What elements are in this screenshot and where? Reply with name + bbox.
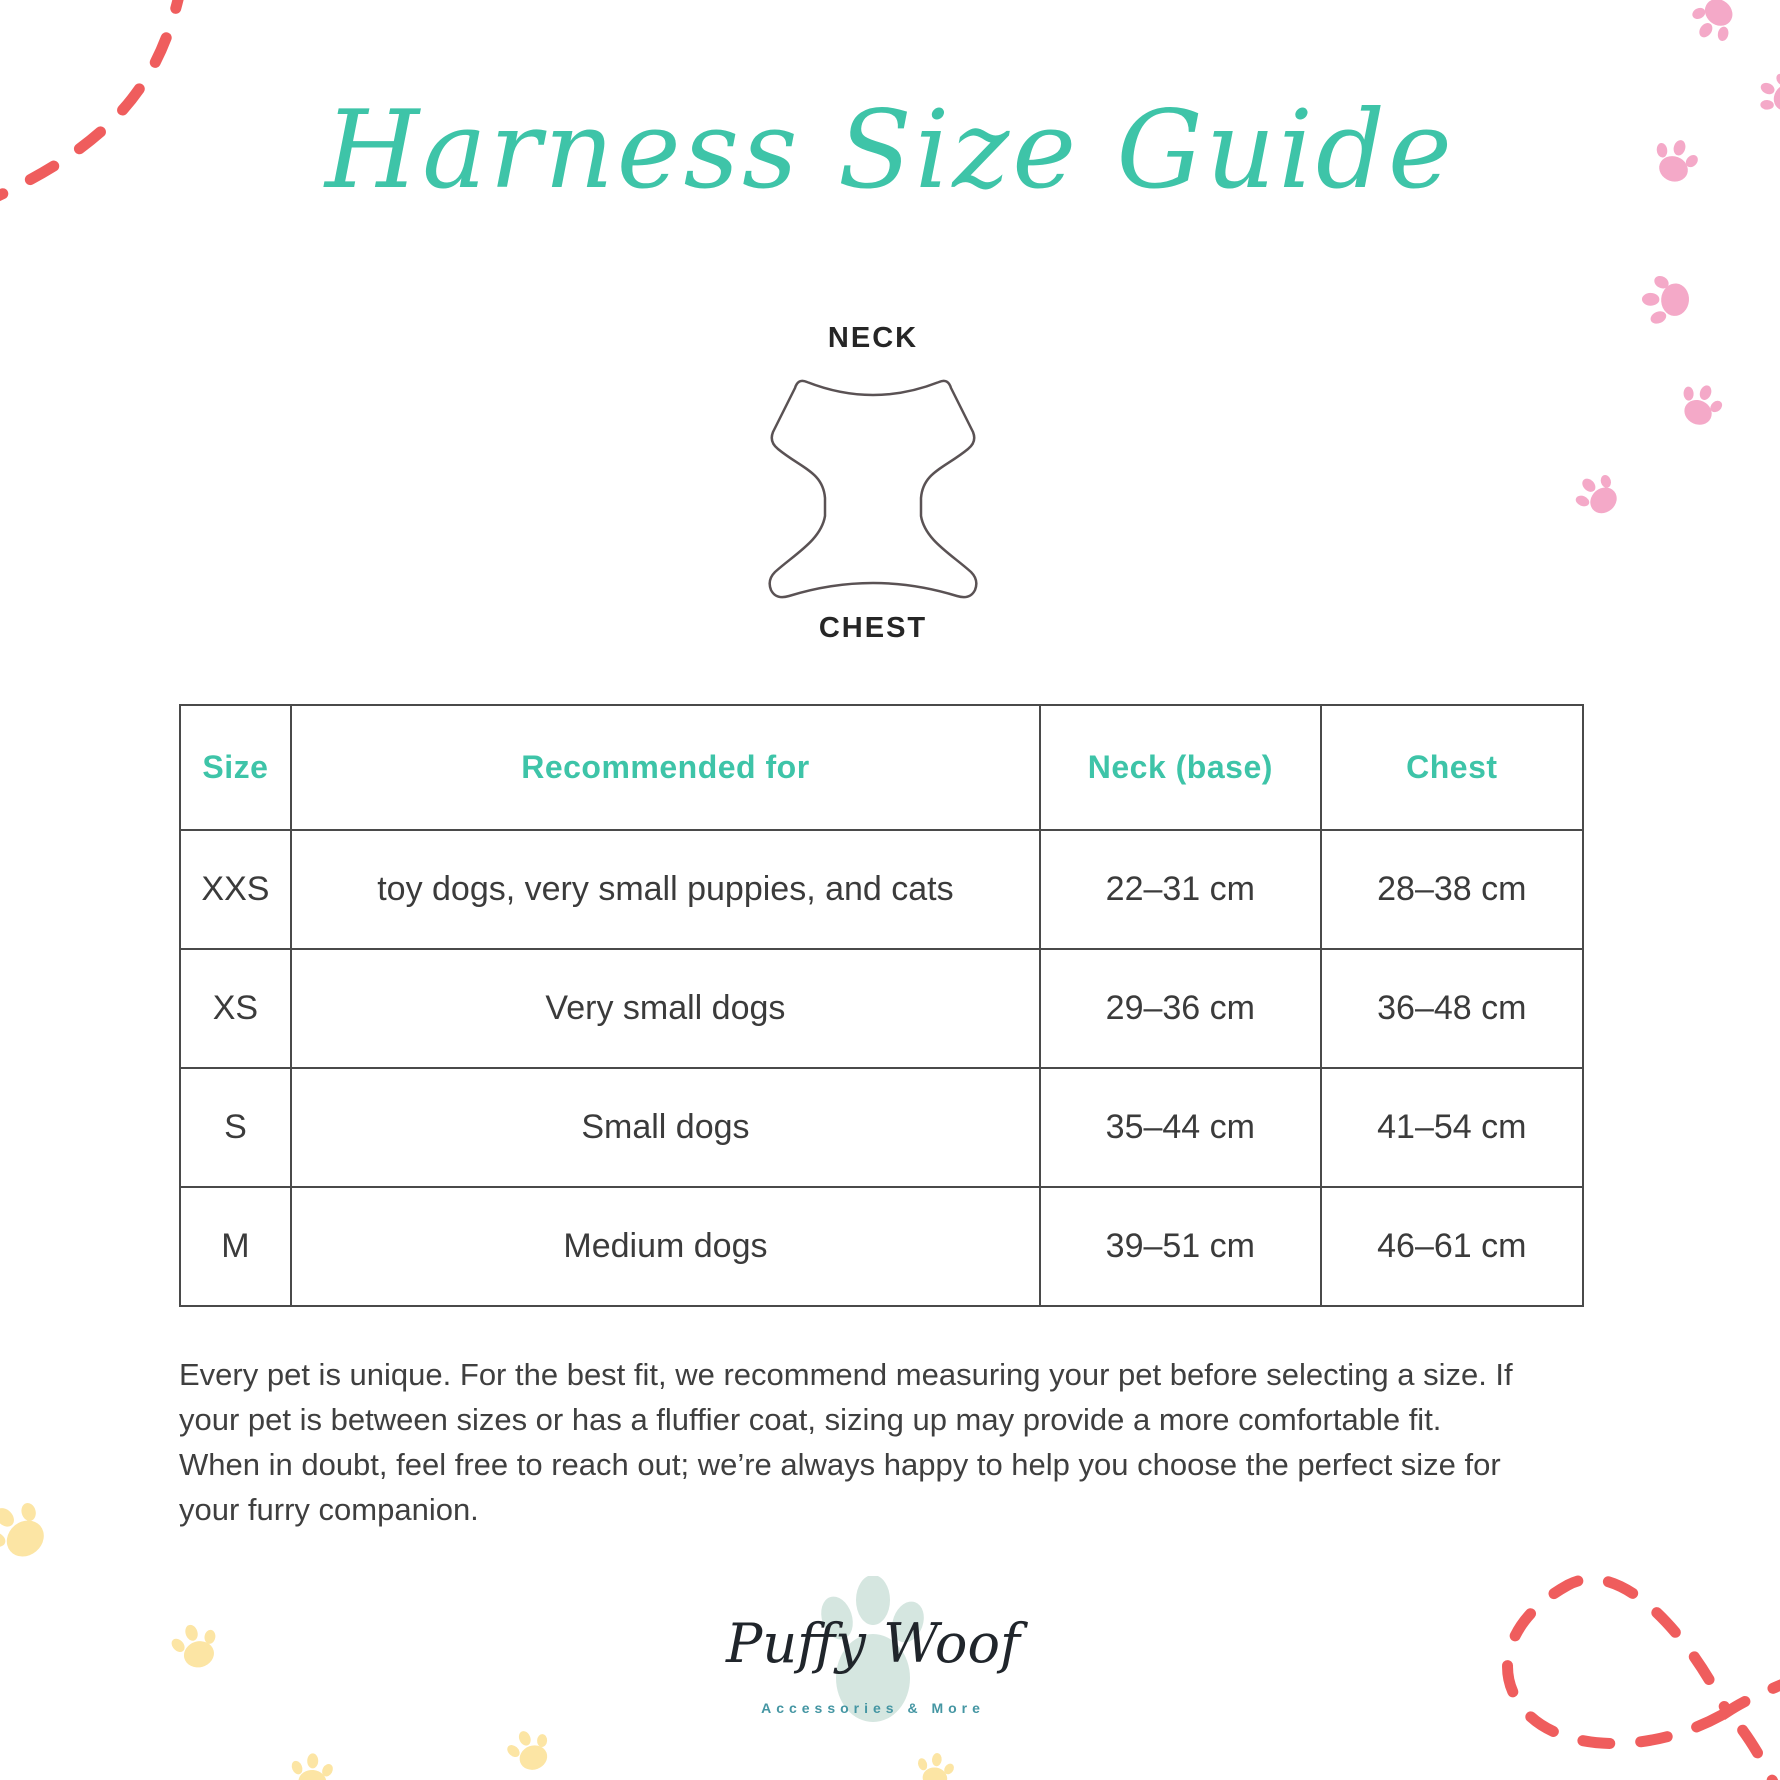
neck-label: NECK — [827, 322, 919, 354]
yellow-paw-icon — [0, 1482, 68, 1581]
page-title: Harness Size Guide — [325, 88, 1455, 213]
pink-paw-icon — [1668, 373, 1734, 439]
yellow-paw-icon — [499, 1719, 563, 1780]
column-header-recommended: Recommended for — [291, 705, 1040, 830]
pink-paw-icon — [1677, 0, 1750, 55]
dashed-loop-bottom-right-icon — [1450, 1530, 1780, 1780]
cell-chest: 46–61 cm — [1321, 1187, 1583, 1306]
cell-chest: 28–38 cm — [1321, 830, 1583, 949]
fit-note-line: Every pet is unique. For the best fit, we recommend measuring your pet before selecting a size. If — [179, 1357, 1513, 1392]
chest-label: CHEST — [818, 612, 928, 644]
logo-wordmark: Puffy Woof — [726, 1612, 1020, 1675]
table-row-s — [180, 1068, 1583, 1187]
size-table — [179, 704, 1584, 1307]
cell-chest: 41–54 cm — [1321, 1068, 1583, 1187]
cell-recommended: Small dogs — [291, 1068, 1040, 1187]
cell-recommended: Medium dogs — [291, 1187, 1040, 1306]
column-header-neck: Neck (base) — [1040, 705, 1321, 830]
cell-neck: 22–31 cm — [1040, 830, 1321, 949]
fit-note-line: your furry companion. — [179, 1492, 479, 1527]
pink-paw-icon — [1564, 460, 1634, 530]
table-row-m — [180, 1187, 1583, 1306]
yellow-paw-icon — [911, 1747, 962, 1780]
table-row-xs — [180, 949, 1583, 1068]
cell-neck: 35–44 cm — [1040, 1068, 1321, 1187]
cell-size: XXS — [180, 830, 291, 949]
yellow-paw-icon — [286, 1748, 340, 1780]
cell-neck: 39–51 cm — [1040, 1187, 1321, 1306]
fit-note-line: your pet is between sizes or has a fluffier coat, sizing up may provide a more comfortable fit. — [179, 1402, 1442, 1437]
yellow-paw-icon — [164, 1614, 230, 1680]
cell-recommended: Very small dogs — [291, 949, 1040, 1068]
table-header-row — [180, 705, 1583, 830]
cell-recommended: toy dogs, very small puppies, and cats — [291, 830, 1040, 949]
harness-outline-icon — [765, 360, 981, 606]
logo-tagline: Accessories & More — [761, 1700, 985, 1716]
table-row-xxs — [180, 830, 1583, 949]
cell-size: M — [180, 1187, 291, 1306]
cell-chest: 36–48 cm — [1321, 949, 1583, 1068]
fit-note — [179, 1352, 1659, 1532]
column-header-chest: Chest — [1321, 705, 1583, 830]
fit-note-line: When in doubt, feel free to reach out; we’re always happy to help you choose the perfect size for — [179, 1447, 1501, 1482]
cell-size: S — [180, 1068, 291, 1187]
column-header-size: Size — [180, 705, 291, 830]
cell-size: XS — [180, 949, 291, 1068]
pink-paw-icon — [1636, 268, 1699, 331]
cell-neck: 29–36 cm — [1040, 949, 1321, 1068]
